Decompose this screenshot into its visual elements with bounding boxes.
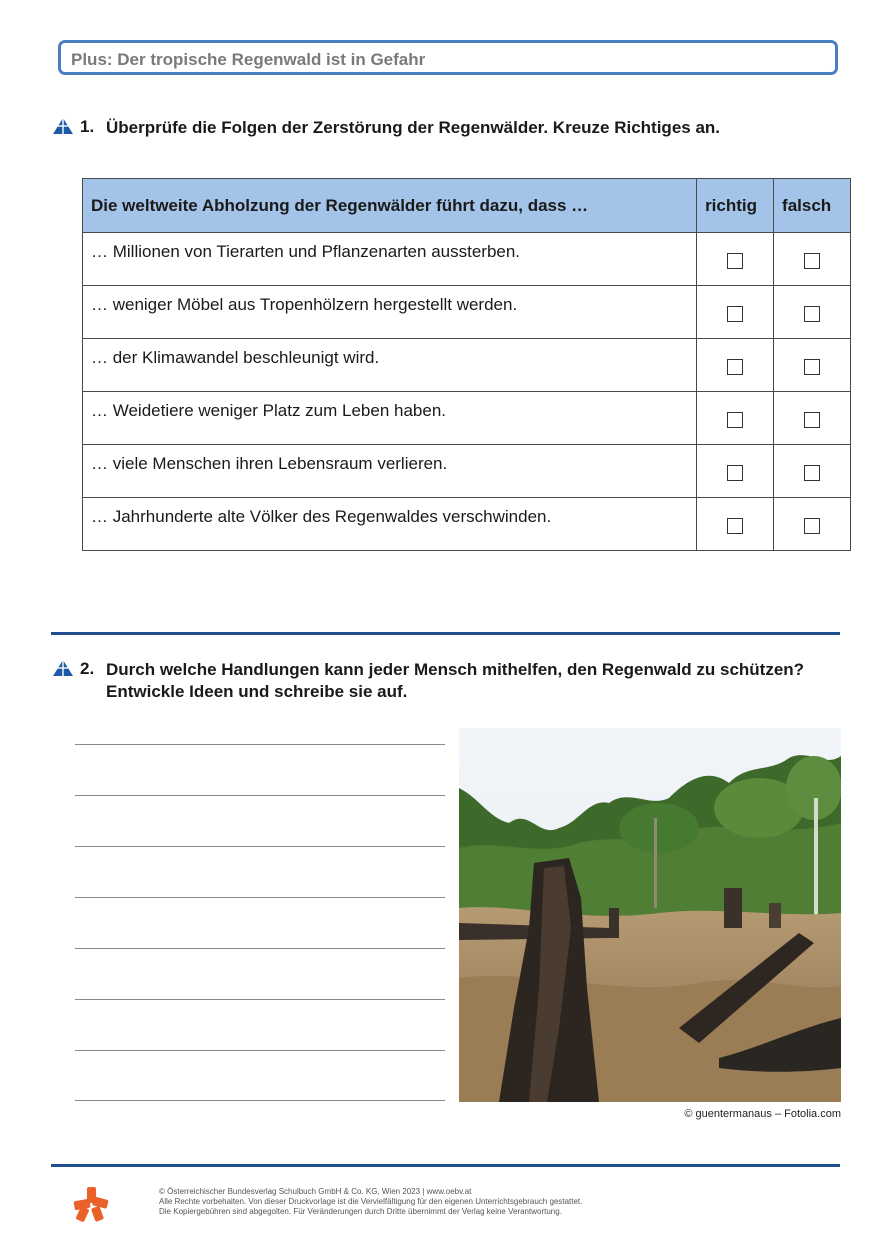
footer-copyright xyxy=(159,1187,582,1217)
answer-line[interactable] xyxy=(75,948,445,949)
answer-line[interactable] xyxy=(75,897,445,898)
statement-cell: … Jahrhunderte alte Völker des Regenwaldes verschwinden. xyxy=(83,498,697,551)
publisher-logo-icon xyxy=(72,1185,110,1223)
table-row xyxy=(83,339,851,392)
checkbox-falsch[interactable] xyxy=(804,306,820,322)
footer-line-2: Alle Rechte vorbehalten. Von dieser Druckvorlage ist die Vervielfältigung für den eigenen Unterrichtsgebrauch gestattet. xyxy=(159,1197,583,1206)
deforestation-photo xyxy=(459,728,841,1102)
statement-cell: … Weidetiere weniger Platz zum Leben haben. xyxy=(83,392,697,445)
checkbox-falsch[interactable] xyxy=(804,465,820,481)
footer-line-3: Die Kopiergebühren sind abgegolten. Für Veränderungen durch Dritte übernimmt der Verlag keine Verantwortung. xyxy=(159,1207,562,1216)
triangle-level-icon xyxy=(52,659,74,677)
table-row xyxy=(83,445,851,498)
task-2-number: 2. xyxy=(80,659,95,678)
title-box xyxy=(58,40,838,75)
answer-line[interactable] xyxy=(75,1050,445,1051)
task-2-heading xyxy=(52,659,852,705)
checkbox-richtig[interactable] xyxy=(727,412,743,428)
checkbox-falsch[interactable] xyxy=(804,518,820,534)
answer-line[interactable] xyxy=(75,795,445,796)
triangle-level-icon xyxy=(52,117,74,135)
statement-cell: … viele Menschen ihren Lebensraum verlieren. xyxy=(83,445,697,498)
table-row xyxy=(83,392,851,445)
statement-cell: … weniger Möbel aus Tropenhölzern hergestellt werden. xyxy=(83,286,697,339)
checkbox-falsch[interactable] xyxy=(804,359,820,375)
table-header-statement: Die weltweite Abholzung der Regenwälder führt dazu, dass … xyxy=(83,179,697,233)
checkbox-richtig[interactable] xyxy=(727,253,743,269)
table-header-row xyxy=(83,179,851,233)
footer-line-1: © Österreichischer Bundesverlag Schulbuch GmbH & Co. KG, Wien 2023 | www.oebv.at xyxy=(159,1187,472,1196)
checkbox-richtig[interactable] xyxy=(727,359,743,375)
checkbox-falsch[interactable] xyxy=(804,253,820,269)
table-row xyxy=(83,286,851,339)
task-1-number: 1. xyxy=(80,117,95,136)
answer-line[interactable] xyxy=(75,999,445,1000)
table-row xyxy=(83,233,851,286)
task-1-heading xyxy=(52,117,852,141)
answer-line[interactable] xyxy=(75,1100,445,1101)
task-1-text: Überprüfe die Folgen der Zerstörung der Regenwälder. Kreuze Richtiges an. xyxy=(106,118,721,137)
checkbox-falsch[interactable] xyxy=(804,412,820,428)
checkbox-richtig[interactable] xyxy=(727,518,743,534)
task-2-text-line1: Durch welche Handlungen kann jeder Mensch mithelfen, den Regenwald zu schützen? xyxy=(106,660,805,679)
task-2-text-line2: Entwickle Ideen und schreibe sie auf. xyxy=(106,682,408,701)
photo-credit: © guentermanaus – Fotolia.com xyxy=(684,1108,841,1120)
answer-table xyxy=(82,178,851,551)
checkbox-richtig[interactable] xyxy=(727,306,743,322)
table-header-richtig: richtig xyxy=(697,179,774,233)
page-title: Plus: Der tropische Regenwald ist in Gefahr xyxy=(71,50,426,69)
checkbox-richtig[interactable] xyxy=(727,465,743,481)
statement-cell: … Millionen von Tierarten und Pflanzenarten aussterben. xyxy=(83,233,697,286)
statement-cell: … der Klimawandel beschleunigt wird. xyxy=(83,339,697,392)
table-header-falsch: falsch xyxy=(774,179,851,233)
table-row xyxy=(83,498,851,551)
answer-line[interactable] xyxy=(75,846,445,847)
section-divider xyxy=(51,632,840,635)
answer-line[interactable] xyxy=(75,744,445,745)
footer-divider xyxy=(51,1164,840,1167)
